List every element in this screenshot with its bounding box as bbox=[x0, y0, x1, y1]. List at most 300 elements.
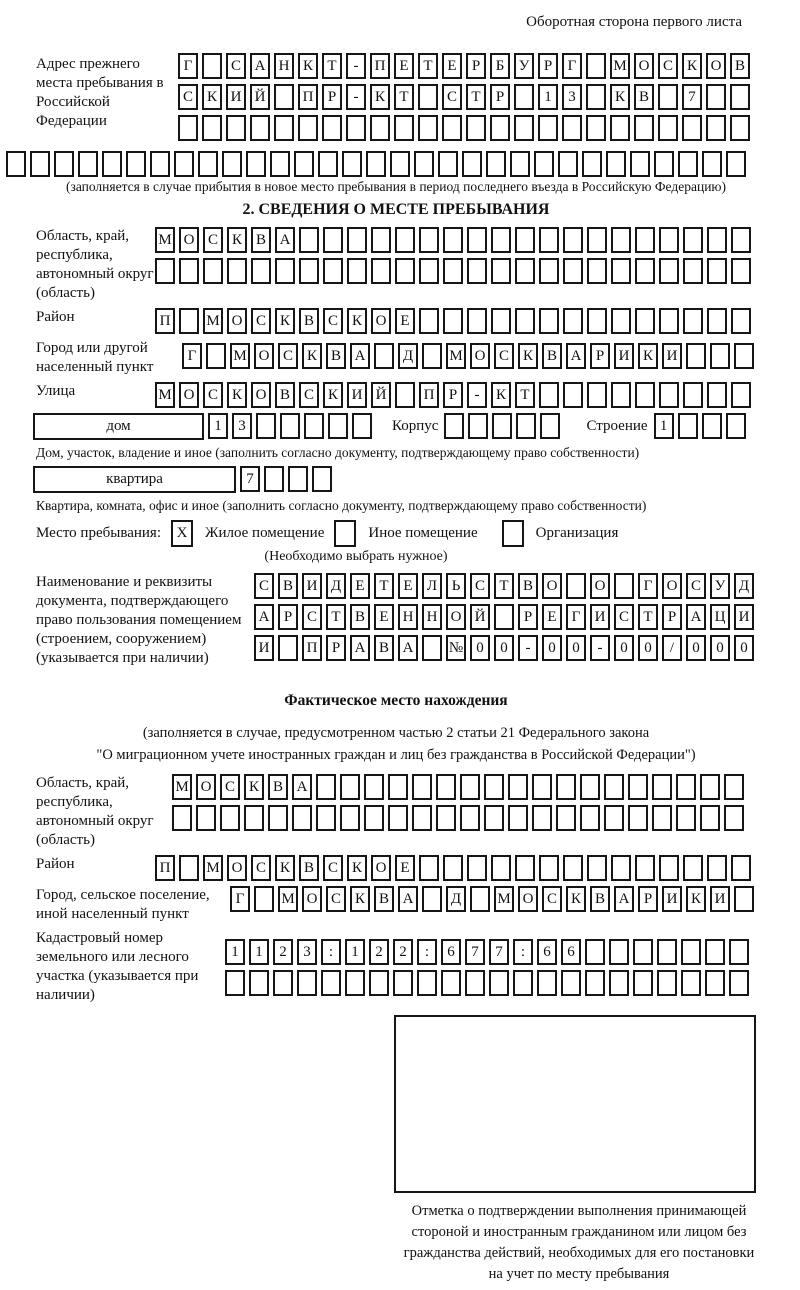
char-cell[interactable] bbox=[299, 227, 319, 253]
char-cell[interactable] bbox=[514, 115, 534, 141]
char-cell[interactable]: 6 bbox=[441, 939, 461, 965]
char-cell[interactable] bbox=[611, 258, 631, 284]
char-cell[interactable] bbox=[352, 413, 372, 439]
char-cell[interactable]: Г bbox=[638, 573, 658, 599]
char-cell[interactable] bbox=[657, 970, 677, 996]
char-cell[interactable] bbox=[460, 805, 480, 831]
char-cell[interactable]: - bbox=[346, 84, 366, 110]
char-cell[interactable]: М bbox=[155, 382, 175, 408]
char-cell[interactable]: В bbox=[278, 573, 298, 599]
char-cell[interactable]: 7 bbox=[682, 84, 702, 110]
char-cell[interactable]: О bbox=[251, 382, 271, 408]
char-cell[interactable]: С bbox=[178, 84, 198, 110]
char-cell[interactable]: В bbox=[518, 573, 538, 599]
char-cell[interactable] bbox=[611, 855, 631, 881]
char-cell[interactable]: Й bbox=[470, 604, 490, 630]
char-cell[interactable]: 3 bbox=[297, 939, 317, 965]
char-cell[interactable] bbox=[328, 413, 348, 439]
char-cell[interactable] bbox=[633, 939, 653, 965]
char-cell[interactable] bbox=[508, 805, 528, 831]
char-cell[interactable]: 6 bbox=[561, 939, 581, 965]
char-cell[interactable]: И bbox=[614, 343, 634, 369]
char-cell[interactable]: № bbox=[446, 635, 466, 661]
char-cell[interactable]: 7 bbox=[240, 466, 260, 492]
char-cell[interactable] bbox=[323, 227, 343, 253]
char-cell[interactable] bbox=[460, 774, 480, 800]
char-cell[interactable]: С bbox=[614, 604, 634, 630]
char-cell[interactable] bbox=[467, 227, 487, 253]
char-cell[interactable]: О bbox=[706, 53, 726, 79]
char-cell[interactable] bbox=[731, 382, 751, 408]
char-cell[interactable] bbox=[467, 258, 487, 284]
char-cell[interactable]: 0 bbox=[566, 635, 586, 661]
char-cell[interactable]: К bbox=[244, 774, 264, 800]
char-cell[interactable]: Б bbox=[490, 53, 510, 79]
char-cell[interactable] bbox=[514, 84, 534, 110]
char-cell[interactable]: Д bbox=[398, 343, 418, 369]
char-cell[interactable]: С bbox=[470, 573, 490, 599]
char-cell[interactable] bbox=[630, 151, 650, 177]
char-cell[interactable] bbox=[250, 115, 270, 141]
char-cell[interactable] bbox=[491, 227, 511, 253]
char-cell[interactable]: Р bbox=[518, 604, 538, 630]
char-cell[interactable] bbox=[686, 343, 706, 369]
char-cell[interactable] bbox=[705, 939, 725, 965]
char-cell[interactable]: С bbox=[658, 53, 678, 79]
char-cell[interactable] bbox=[515, 308, 535, 334]
char-cell[interactable]: О bbox=[227, 308, 247, 334]
char-cell[interactable] bbox=[371, 227, 391, 253]
char-cell[interactable]: К bbox=[275, 855, 295, 881]
char-cell[interactable] bbox=[586, 84, 606, 110]
char-cell[interactable] bbox=[678, 151, 698, 177]
char-cell[interactable] bbox=[532, 774, 552, 800]
char-cell[interactable] bbox=[278, 635, 298, 661]
char-cell[interactable] bbox=[268, 805, 288, 831]
char-cell[interactable] bbox=[371, 258, 391, 284]
char-cell[interactable]: С bbox=[323, 855, 343, 881]
char-cell[interactable] bbox=[418, 84, 438, 110]
char-cell[interactable]: О bbox=[446, 604, 466, 630]
char-cell[interactable] bbox=[494, 604, 514, 630]
char-cell[interactable]: Е bbox=[442, 53, 462, 79]
char-cell[interactable] bbox=[249, 970, 269, 996]
char-cell[interactable] bbox=[490, 115, 510, 141]
char-cell[interactable] bbox=[610, 115, 630, 141]
char-cell[interactable]: С bbox=[323, 308, 343, 334]
char-cell[interactable]: Г bbox=[562, 53, 582, 79]
char-cell[interactable] bbox=[462, 151, 482, 177]
char-cell[interactable]: : bbox=[321, 939, 341, 965]
char-cell[interactable]: П bbox=[370, 53, 390, 79]
char-cell[interactable]: Т bbox=[322, 53, 342, 79]
char-cell[interactable]: 6 bbox=[537, 939, 557, 965]
char-cell[interactable] bbox=[422, 343, 442, 369]
char-cell[interactable]: Т bbox=[515, 382, 535, 408]
char-cell[interactable] bbox=[370, 115, 390, 141]
char-cell[interactable]: Р bbox=[638, 886, 658, 912]
char-cell[interactable] bbox=[683, 308, 703, 334]
char-cell[interactable] bbox=[227, 258, 247, 284]
char-cell[interactable]: Т bbox=[394, 84, 414, 110]
char-cell[interactable] bbox=[586, 115, 606, 141]
char-cell[interactable]: А bbox=[292, 774, 312, 800]
char-cell[interactable] bbox=[731, 855, 751, 881]
char-cell[interactable] bbox=[635, 308, 655, 334]
char-cell[interactable] bbox=[585, 939, 605, 965]
char-cell[interactable] bbox=[174, 151, 194, 177]
char-cell[interactable]: 1 bbox=[208, 413, 228, 439]
char-cell[interactable] bbox=[659, 227, 679, 253]
char-cell[interactable]: Р bbox=[538, 53, 558, 79]
char-cell[interactable]: У bbox=[710, 573, 730, 599]
char-cell[interactable] bbox=[726, 413, 746, 439]
char-cell[interactable]: - bbox=[518, 635, 538, 661]
char-cell[interactable] bbox=[304, 413, 324, 439]
char-cell[interactable] bbox=[443, 308, 463, 334]
char-cell[interactable]: Т bbox=[374, 573, 394, 599]
char-cell[interactable] bbox=[492, 413, 512, 439]
char-cell[interactable]: П bbox=[155, 855, 175, 881]
char-cell[interactable] bbox=[710, 343, 730, 369]
char-cell[interactable] bbox=[683, 258, 703, 284]
char-cell[interactable] bbox=[614, 573, 634, 599]
char-cell[interactable] bbox=[489, 970, 509, 996]
char-cell[interactable]: Р bbox=[326, 635, 346, 661]
char-cell[interactable]: П bbox=[419, 382, 439, 408]
char-cell[interactable] bbox=[465, 970, 485, 996]
char-cell[interactable] bbox=[491, 308, 511, 334]
char-cell[interactable]: 1 bbox=[538, 84, 558, 110]
char-cell[interactable]: О bbox=[371, 855, 391, 881]
char-cell[interactable]: / bbox=[662, 635, 682, 661]
char-cell[interactable] bbox=[438, 151, 458, 177]
char-cell[interactable]: К bbox=[227, 227, 247, 253]
char-cell[interactable] bbox=[659, 308, 679, 334]
char-cell[interactable]: В bbox=[326, 343, 346, 369]
char-cell[interactable]: И bbox=[590, 604, 610, 630]
char-cell[interactable]: С bbox=[226, 53, 246, 79]
char-cell[interactable]: М bbox=[446, 343, 466, 369]
char-cell[interactable]: А bbox=[398, 886, 418, 912]
char-cell[interactable] bbox=[172, 805, 192, 831]
char-cell[interactable]: Е bbox=[350, 573, 370, 599]
char-cell[interactable]: С bbox=[302, 604, 322, 630]
char-cell[interactable] bbox=[275, 258, 295, 284]
char-cell[interactable] bbox=[345, 970, 365, 996]
char-cell[interactable]: П bbox=[302, 635, 322, 661]
char-cell[interactable]: Т bbox=[466, 84, 486, 110]
char-cell[interactable]: В bbox=[634, 84, 654, 110]
char-cell[interactable]: - bbox=[590, 635, 610, 661]
char-cell[interactable]: К bbox=[682, 53, 702, 79]
char-cell[interactable]: А bbox=[350, 635, 370, 661]
char-cell[interactable]: А bbox=[398, 635, 418, 661]
char-cell[interactable]: К bbox=[566, 886, 586, 912]
char-cell[interactable] bbox=[244, 805, 264, 831]
char-cell[interactable] bbox=[707, 382, 727, 408]
char-cell[interactable] bbox=[466, 115, 486, 141]
char-cell[interactable] bbox=[539, 855, 559, 881]
char-cell[interactable] bbox=[322, 115, 342, 141]
char-cell[interactable] bbox=[540, 413, 560, 439]
char-cell[interactable]: Н bbox=[398, 604, 418, 630]
char-cell[interactable]: Н bbox=[422, 604, 442, 630]
char-cell[interactable]: А bbox=[254, 604, 274, 630]
char-cell[interactable] bbox=[563, 855, 583, 881]
char-cell[interactable] bbox=[515, 227, 535, 253]
char-cell[interactable]: И bbox=[710, 886, 730, 912]
char-cell[interactable]: С bbox=[203, 227, 223, 253]
checkbox-other-premises[interactable] bbox=[334, 520, 356, 547]
char-cell[interactable] bbox=[444, 413, 464, 439]
char-cell[interactable] bbox=[274, 115, 294, 141]
char-cell[interactable] bbox=[198, 151, 218, 177]
char-cell[interactable] bbox=[681, 939, 701, 965]
char-cell[interactable] bbox=[652, 774, 672, 800]
char-cell[interactable]: В bbox=[350, 604, 370, 630]
char-cell[interactable] bbox=[30, 151, 50, 177]
char-cell[interactable] bbox=[443, 227, 463, 253]
char-cell[interactable] bbox=[539, 308, 559, 334]
char-cell[interactable] bbox=[702, 151, 722, 177]
char-cell[interactable]: О bbox=[542, 573, 562, 599]
char-cell[interactable]: О bbox=[196, 774, 216, 800]
char-cell[interactable]: 0 bbox=[542, 635, 562, 661]
char-cell[interactable]: Д bbox=[326, 573, 346, 599]
char-cell[interactable] bbox=[730, 115, 750, 141]
char-cell[interactable]: А bbox=[566, 343, 586, 369]
char-cell[interactable]: К bbox=[347, 855, 367, 881]
char-cell[interactable] bbox=[729, 939, 749, 965]
char-cell[interactable] bbox=[422, 886, 442, 912]
char-cell[interactable]: А bbox=[614, 886, 634, 912]
char-cell[interactable] bbox=[393, 970, 413, 996]
char-cell[interactable]: С bbox=[251, 855, 271, 881]
char-cell[interactable] bbox=[611, 227, 631, 253]
char-cell[interactable] bbox=[676, 774, 696, 800]
char-cell[interactable] bbox=[562, 115, 582, 141]
char-cell[interactable] bbox=[606, 151, 626, 177]
char-cell[interactable]: А bbox=[275, 227, 295, 253]
char-cell[interactable] bbox=[419, 227, 439, 253]
char-cell[interactable]: Т bbox=[494, 573, 514, 599]
char-cell[interactable]: К bbox=[275, 308, 295, 334]
char-cell[interactable]: Е bbox=[542, 604, 562, 630]
char-cell[interactable]: М bbox=[494, 886, 514, 912]
char-cell[interactable]: В bbox=[251, 227, 271, 253]
char-cell[interactable]: О bbox=[179, 227, 199, 253]
char-cell[interactable] bbox=[609, 970, 629, 996]
char-cell[interactable] bbox=[491, 855, 511, 881]
char-cell[interactable]: О bbox=[518, 886, 538, 912]
char-cell[interactable] bbox=[340, 805, 360, 831]
char-cell[interactable]: 0 bbox=[638, 635, 658, 661]
char-cell[interactable] bbox=[556, 805, 576, 831]
char-cell[interactable]: С bbox=[326, 886, 346, 912]
char-cell[interactable]: К bbox=[491, 382, 511, 408]
char-cell[interactable]: Д bbox=[446, 886, 466, 912]
char-cell[interactable] bbox=[682, 115, 702, 141]
char-cell[interactable] bbox=[724, 774, 744, 800]
char-cell[interactable] bbox=[254, 886, 274, 912]
char-cell[interactable] bbox=[346, 115, 366, 141]
char-cell[interactable] bbox=[513, 970, 533, 996]
char-cell[interactable]: И bbox=[347, 382, 367, 408]
char-cell[interactable] bbox=[587, 227, 607, 253]
char-cell[interactable] bbox=[539, 227, 559, 253]
char-cell[interactable] bbox=[659, 855, 679, 881]
char-cell[interactable]: И bbox=[226, 84, 246, 110]
char-cell[interactable]: К bbox=[202, 84, 222, 110]
char-cell[interactable] bbox=[486, 151, 506, 177]
char-cell[interactable]: : bbox=[513, 939, 533, 965]
char-cell[interactable] bbox=[366, 151, 386, 177]
char-cell[interactable] bbox=[508, 774, 528, 800]
char-cell[interactable] bbox=[298, 115, 318, 141]
char-cell[interactable]: К bbox=[298, 53, 318, 79]
char-cell[interactable] bbox=[443, 258, 463, 284]
char-cell[interactable]: К bbox=[350, 886, 370, 912]
char-cell[interactable] bbox=[470, 886, 490, 912]
char-cell[interactable] bbox=[412, 774, 432, 800]
char-cell[interactable] bbox=[534, 151, 554, 177]
char-cell[interactable] bbox=[256, 413, 276, 439]
char-cell[interactable]: В bbox=[268, 774, 288, 800]
char-cell[interactable]: 0 bbox=[494, 635, 514, 661]
char-cell[interactable] bbox=[312, 466, 332, 492]
char-cell[interactable] bbox=[561, 970, 581, 996]
char-cell[interactable] bbox=[633, 970, 653, 996]
char-cell[interactable] bbox=[414, 151, 434, 177]
char-cell[interactable]: : bbox=[417, 939, 437, 965]
char-cell[interactable]: Е bbox=[394, 53, 414, 79]
char-cell[interactable]: С bbox=[299, 382, 319, 408]
char-cell[interactable] bbox=[288, 466, 308, 492]
char-cell[interactable]: 3 bbox=[232, 413, 252, 439]
char-cell[interactable]: К bbox=[686, 886, 706, 912]
char-cell[interactable]: 0 bbox=[614, 635, 634, 661]
char-cell[interactable]: М bbox=[610, 53, 630, 79]
char-cell[interactable]: И bbox=[662, 886, 682, 912]
char-cell[interactable] bbox=[395, 258, 415, 284]
char-cell[interactable] bbox=[418, 115, 438, 141]
char-cell[interactable]: 1 bbox=[249, 939, 269, 965]
char-cell[interactable] bbox=[484, 774, 504, 800]
char-cell[interactable]: К bbox=[347, 308, 367, 334]
char-cell[interactable] bbox=[347, 227, 367, 253]
char-cell[interactable] bbox=[729, 970, 749, 996]
char-cell[interactable] bbox=[467, 855, 487, 881]
char-cell[interactable]: Е bbox=[398, 573, 418, 599]
char-cell[interactable]: Т bbox=[418, 53, 438, 79]
char-cell[interactable]: Г bbox=[178, 53, 198, 79]
char-cell[interactable] bbox=[467, 308, 487, 334]
char-cell[interactable]: И bbox=[734, 604, 754, 630]
char-cell[interactable] bbox=[726, 151, 746, 177]
char-cell[interactable] bbox=[226, 115, 246, 141]
char-cell[interactable] bbox=[628, 774, 648, 800]
char-cell[interactable] bbox=[563, 308, 583, 334]
char-cell[interactable]: Г bbox=[182, 343, 202, 369]
char-cell[interactable] bbox=[297, 970, 317, 996]
char-cell[interactable]: Д bbox=[734, 573, 754, 599]
char-cell[interactable] bbox=[394, 115, 414, 141]
char-cell[interactable] bbox=[220, 805, 240, 831]
char-cell[interactable] bbox=[658, 115, 678, 141]
char-cell[interactable] bbox=[179, 308, 199, 334]
char-cell[interactable]: И bbox=[302, 573, 322, 599]
char-cell[interactable]: 7 bbox=[489, 939, 509, 965]
char-cell[interactable] bbox=[657, 939, 677, 965]
char-cell[interactable] bbox=[659, 258, 679, 284]
char-cell[interactable] bbox=[585, 970, 605, 996]
char-cell[interactable]: М bbox=[230, 343, 250, 369]
char-cell[interactable] bbox=[419, 308, 439, 334]
char-cell[interactable] bbox=[321, 970, 341, 996]
char-cell[interactable] bbox=[705, 970, 725, 996]
char-cell[interactable] bbox=[491, 258, 511, 284]
char-cell[interactable] bbox=[539, 382, 559, 408]
char-cell[interactable] bbox=[442, 115, 462, 141]
char-cell[interactable] bbox=[323, 258, 343, 284]
char-cell[interactable] bbox=[566, 573, 586, 599]
char-cell[interactable] bbox=[436, 774, 456, 800]
char-cell[interactable] bbox=[316, 805, 336, 831]
char-cell[interactable]: К bbox=[227, 382, 247, 408]
char-cell[interactable] bbox=[484, 805, 504, 831]
char-cell[interactable]: С bbox=[542, 886, 562, 912]
char-cell[interactable] bbox=[635, 227, 655, 253]
char-cell[interactable]: Т bbox=[638, 604, 658, 630]
char-cell[interactable]: Л bbox=[422, 573, 442, 599]
char-cell[interactable] bbox=[556, 774, 576, 800]
char-cell[interactable]: Т bbox=[326, 604, 346, 630]
char-cell[interactable] bbox=[734, 886, 754, 912]
char-cell[interactable]: К bbox=[302, 343, 322, 369]
char-cell[interactable] bbox=[443, 855, 463, 881]
char-cell[interactable] bbox=[155, 258, 175, 284]
char-cell[interactable]: С bbox=[494, 343, 514, 369]
char-cell[interactable]: И bbox=[662, 343, 682, 369]
char-cell[interactable] bbox=[587, 258, 607, 284]
char-cell[interactable] bbox=[730, 84, 750, 110]
checkbox-residential[interactable]: X bbox=[171, 520, 193, 547]
char-cell[interactable]: 0 bbox=[686, 635, 706, 661]
char-cell[interactable] bbox=[347, 258, 367, 284]
char-cell[interactable] bbox=[318, 151, 338, 177]
char-cell[interactable] bbox=[587, 855, 607, 881]
char-cell[interactable] bbox=[604, 805, 624, 831]
checkbox-organization[interactable] bbox=[502, 520, 524, 547]
char-cell[interactable] bbox=[587, 308, 607, 334]
char-cell[interactable] bbox=[419, 258, 439, 284]
char-cell[interactable] bbox=[280, 413, 300, 439]
char-cell[interactable] bbox=[683, 855, 703, 881]
char-cell[interactable]: В bbox=[374, 635, 394, 661]
char-cell[interactable] bbox=[388, 805, 408, 831]
char-cell[interactable]: О bbox=[227, 855, 247, 881]
char-cell[interactable] bbox=[731, 308, 751, 334]
char-cell[interactable] bbox=[316, 774, 336, 800]
char-cell[interactable] bbox=[54, 151, 74, 177]
char-cell[interactable] bbox=[369, 970, 389, 996]
char-cell[interactable] bbox=[538, 115, 558, 141]
char-cell[interactable]: 2 bbox=[393, 939, 413, 965]
char-cell[interactable]: Р bbox=[662, 604, 682, 630]
char-cell[interactable]: С bbox=[251, 308, 271, 334]
char-cell[interactable]: Е bbox=[395, 308, 415, 334]
